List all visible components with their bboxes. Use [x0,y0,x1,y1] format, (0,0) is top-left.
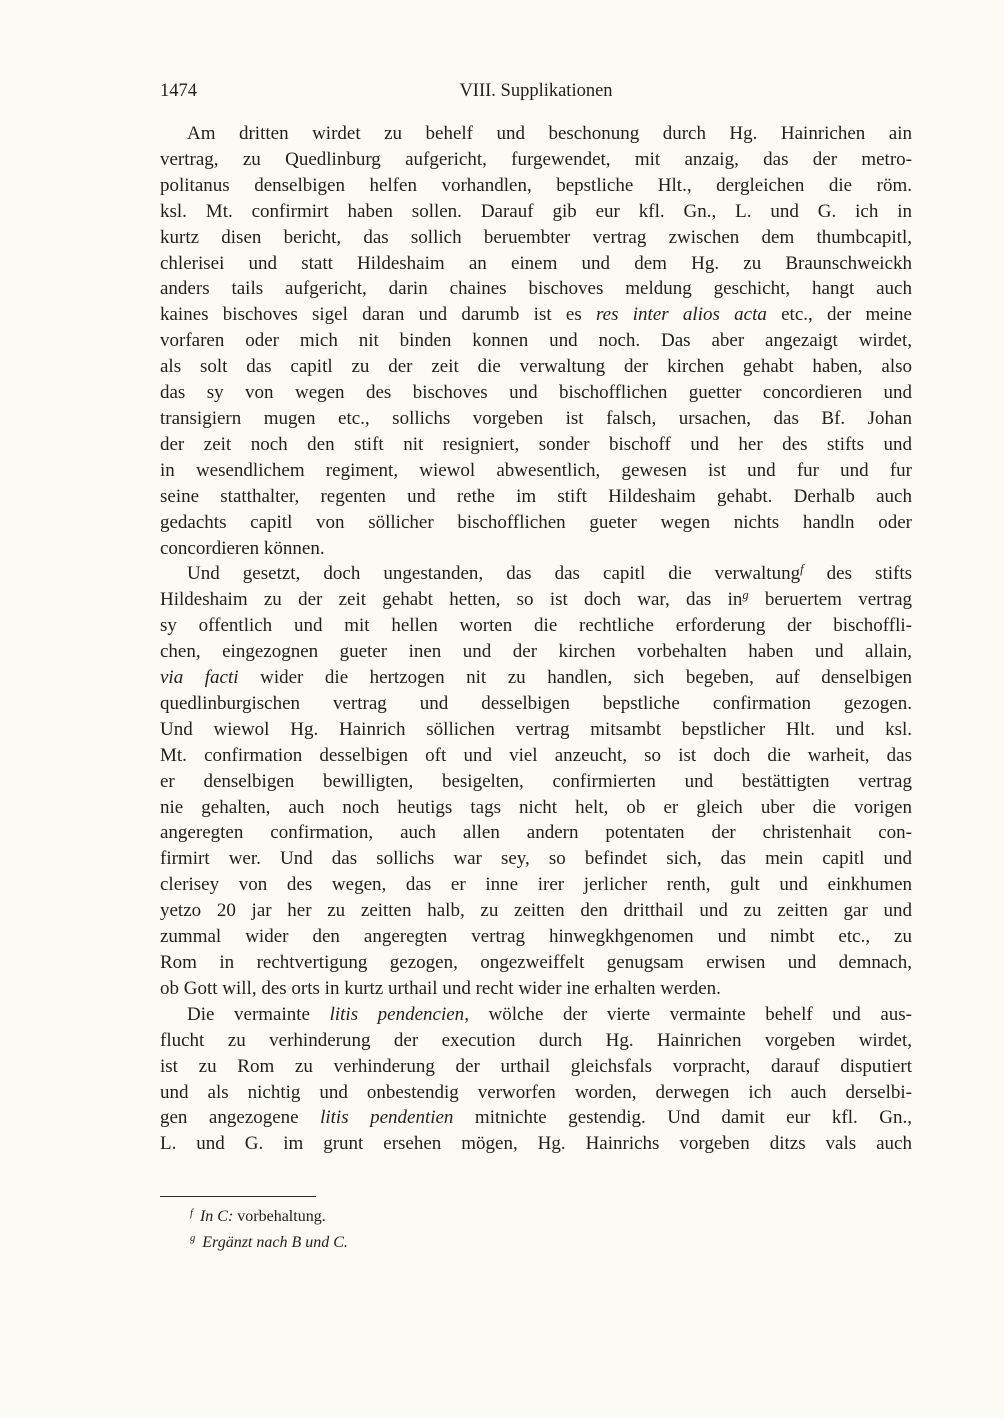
text-line: vorfaren oder mich nit binden konnen und noch. Das aber angezaigt wirdet, [160,330,912,352]
text-line: yetzo 20 jar her zu zeitten halb, zu zeitten den dritthail und zu zeitten gar und [160,900,912,922]
page-number: 1474 [160,81,197,101]
footnote-g [160,1230,912,1256]
text-line: clerisey von des wegen, das er inne irer jerlicher renth, gult und einkhumen [160,874,912,896]
text-block [160,121,912,1157]
paragraph [160,121,912,561]
superscript-note-marker: f [800,562,804,577]
text-line: Am dritten wirdet zu behelf und beschonung durch Hg. Hainrichen ain [187,123,912,144]
paragraph [160,561,912,1001]
text-line: flucht zu verhinderung der execution durch Hg. Hainrichen vorgeben wirdet, [160,1029,912,1051]
text-line: zummal wider den angeregten vertrag hinwegkhgenomen und nimbt etc., zu [160,926,912,948]
text-line: ob Gott will, des orts in kurtz urthail und recht wider ine erhalten werden. [160,977,721,999]
text-line: via facti wider die hertzogen nit zu handlen, sich begeben, auf denselbigen [160,667,913,689]
text-line: anders tails aufgericht, darin chaines bischoves meldung geschicht, hangt auch [160,278,912,300]
footnote-marker-g: g [190,1233,196,1245]
text-line: angeregten confirmation, auch allen andern potentaten der christenhait con- [160,822,912,844]
text-line: sy offentlich und mit hellen worten die rechtliche erforderung der bischoffli- [160,615,912,637]
text-line: L. und G. im grunt ersehen mögen, Hg. Hainrichs vorgeben ditzs vals auch [160,1133,912,1155]
text-line: Mt. confirmation desselbigen oft und viel anzeucht, so ist doch die warheit, das [160,744,912,766]
text-line: gedachts capitl von söllicher bischofflichen gueter wegen nichts handln oder [160,511,912,533]
text-line: der zeit noch den stift nit resigniert, sonder bischoff und her des stifts und [160,433,912,455]
footnote-g-italic: Ergänzt nach B und C. [202,1233,348,1251]
text-line: gen angezogene litis pendentien mitnichte gestendig. Und damit eur kfl. Gn., [160,1107,912,1129]
text-line: Und gesetzt, doch ungestanden, das das capitl die verwaltung$^f$ des stifts [187,562,913,585]
text-line: als solt das capitl zu der zeit die verwaltung der kirchen gehabt haben, also [160,356,912,378]
paragraph [160,1002,912,1157]
text-line: chlerisei und statt Hildeshaim an einem und dem Hg. zu Braunschweickh [160,252,912,274]
text-line: und als nichtig und onbestendig verworfen worden, derwegen ich auch derselbi- [160,1081,912,1103]
text-line: concordieren können. [160,537,325,559]
footnote-marker-f: f [190,1207,193,1219]
italic-phrase: via facti [160,667,239,689]
footnote-rule [160,1196,316,1197]
text-line: kurtz disen bericht, das sollich beruembter vertrag zwischen dem thumbcapitl, [160,226,912,248]
text-line: Rom in rechtvertigung gezogen, ongezweiffelt genugsam erwisen und demnach, [160,952,912,973]
text-line: Und wiewol Hg. Hainrich söllichen vertrag mitsambt bepstlicher Hlt. und ksl. [160,718,912,740]
page-header [160,78,912,104]
italic-phrase: litis pendencien [329,1003,465,1025]
text-line: Hildeshaim zu der zeit gehabt hetten, so ist doch war, das $in^g$ beruertem vertrag [160,588,913,611]
text-line: Die vermainte litis pendencien, wölche der vierte vermainte behelf und aus- [187,1003,912,1025]
text-line: firmirt wer. Und das sollichs war sey, so befindet sich, das mein capitl und [160,848,912,870]
text-line: vertrag, zu Quedlinburg aufgericht, furgewendet, mit anzaig, das der metro- [160,148,912,170]
superscript-note-marker: g [742,588,749,603]
text-line: politanus denselbigen helfen vorhandlen, bepstliche Hlt., dergleichen die röm. [160,174,912,196]
italic-phrase: litis pendentien [320,1107,454,1129]
running-head: VIII. Supplikationen [459,81,613,101]
italic-phrase: res inter alios acta [595,304,767,326]
footnote-f-text: vorbehaltung. [233,1208,326,1225]
text-line: seine statthalter, regenten und rethe im stift Hildeshaim gehabt. Derhalb auch [160,485,912,507]
footnote-block [160,1196,912,1255]
text-line: nie gehalten, auch noch heutigs tags nicht helt, ob er gleich uber die vorigen [160,796,912,818]
text-line: in wesendlichem regiment, wiewol abwesentlich, gewesen ist und fur und fur [160,459,912,481]
text-line: quedlinburgischen vertrag und desselbigen bepstliche confirmation gezogen. [160,692,912,714]
text-line: er denselbigen bewilligten, besigelten, confirmierten und bestättigten vertrag [160,770,912,792]
text-line: transigiern mugen etc., sollichs vorgeben ist falsch, ursachen, das Bf. Johan [160,407,912,429]
footnote-f-italic: In C: [199,1208,234,1225]
footnote-f [160,1204,912,1230]
text-line: das sy von wegen des bischoves und bischofflichen guetter concordieren und [160,382,912,404]
text-line: ksl. Mt. confirmirt haben sollen. Darauf gib eur kfl. Gn., L. und G. ich in [160,200,912,222]
text-line: kaines bischoves sigel daran und darumb ist es res inter alios acta etc., der meine [160,304,912,326]
text-line: ist zu Rom zu verhinderung der urthail gleichsfals vorpracht, darauf disputiert [160,1055,912,1077]
text-line: chen, eingezognen gueter inen und der kirchen vorbehalten haben und allain, [160,641,912,663]
